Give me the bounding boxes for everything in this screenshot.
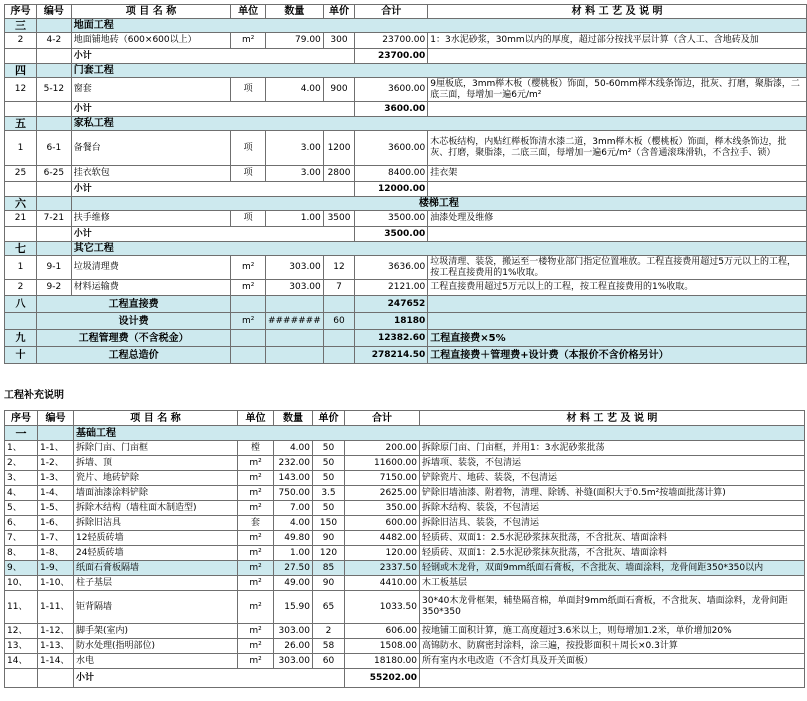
item-unit: m² [238,624,274,639]
item-code: 1-8、 [38,546,74,561]
item-number: 1、 [5,441,38,456]
empty-cell [38,426,74,441]
item-total: 120.00 [345,546,420,561]
subtotal-label: 小计 [71,227,355,242]
empty-cell [5,49,37,64]
table-row [5,441,805,456]
item-total: 8400.00 [355,166,428,182]
item-code: 1-12、 [38,624,74,639]
summary-amount: 12382.60 [355,330,428,347]
header-code: 编号 [38,411,74,426]
header-row [5,5,807,19]
item-total: 2337.50 [345,561,420,576]
empty-cell [428,182,807,197]
subtotal-row [5,102,807,117]
item-unit: m² [238,501,274,516]
section-title: 地面工程 [71,19,806,33]
item-name: 纸面石膏板隔墙 [74,561,238,576]
table-row [5,639,805,654]
item-unit: m² [238,486,274,501]
item-price: 1200 [323,131,355,166]
item-unit: m² [238,561,274,576]
header-name: 项 目 名 称 [71,5,231,19]
item-price: 2800 [323,166,355,182]
item-quantity: 7.00 [274,501,313,516]
item-name: 挂衣软包 [71,166,231,182]
item-name: 拆除木结构（墙柱面木制造型) [74,501,238,516]
item-code: 6-1 [37,131,72,166]
table-row [5,546,805,561]
item-code: 9-1 [37,256,72,280]
item-price: 3.5 [313,486,345,501]
item-total: 4482.00 [345,531,420,546]
item-price: 50 [313,501,345,516]
header-total: 合计 [355,5,428,19]
item-description: 拆除木结构、装袋，不包清运 [420,501,805,516]
item-quantity: 49.00 [274,576,313,591]
header-name: 项 目 名 称 [74,411,238,426]
item-price: 50 [313,441,345,456]
item-quantity: 303.00 [265,280,323,296]
table-row [5,531,805,546]
item-unit: m² [231,280,266,296]
empty-cell [37,117,72,131]
item-code: 5-12 [37,78,72,102]
item-description: 高锦防水、防腐密封涂料，涂三遍，按投影面积＋周长×0.3计算 [420,639,805,654]
section-number: 三 [5,19,37,33]
summary-price [323,330,355,347]
summary-label: 设计费 [37,313,231,330]
quote-table-1 [4,4,807,364]
section-row [5,426,805,441]
item-unit: m² [238,591,274,624]
summary-unit [231,347,266,364]
item-unit: m² [238,546,274,561]
empty-cell [420,669,805,688]
item-price: 65 [313,591,345,624]
item-quantity: 4.00 [274,516,313,531]
subtotal-amount: 3600.00 [355,102,428,117]
summary-amount: 247652 [355,296,428,313]
summary-row [5,347,807,364]
item-price: 60 [313,654,345,669]
item-quantity: 4.00 [274,441,313,456]
header-desc: 材 料 工 艺 及 说 明 [420,411,805,426]
item-total: 23700.00 [355,33,428,49]
item-name: 钜背隔墙 [74,591,238,624]
item-price: 58 [313,639,345,654]
item-price: 90 [313,531,345,546]
item-description: 拆墙项、装袋，不包清运 [420,456,805,471]
empty-cell [5,182,37,197]
item-number: 8、 [5,546,38,561]
item-name: 瓷片、地砖铲除 [74,471,238,486]
table-row [5,624,805,639]
header-no: 序号 [5,5,37,19]
table-row [5,576,805,591]
item-quantity: 1.00 [265,211,323,227]
table-row [5,654,805,669]
empty-cell [37,182,72,197]
empty-cell [37,102,72,117]
empty-cell [428,49,807,64]
subtotal-amount: 23700.00 [355,49,428,64]
section-number: 四 [5,64,37,78]
item-description: 木芯板结构，内贴红榉板饰清水漆二道，3mm榉木板（樱桃板）饰面，榉木线条饰边，批灰、打磨，聚脂漆，二底三面，每增加一遍6元/m²（含普通滚珠滑轨，不含拉手、锁） [428,131,807,166]
summary-amount: 18180 [355,313,428,330]
summary-unit: m² [231,313,266,330]
item-code: 1-5、 [38,501,74,516]
subtotal-label: 小计 [74,669,345,688]
item-unit: m² [238,456,274,471]
item-number: 21 [5,211,37,227]
section-title: 楼梯工程 [71,197,806,211]
header-price: 单价 [323,5,355,19]
item-total: 3636.00 [355,256,428,280]
item-code: 1-1、 [38,441,74,456]
summary-label: 工程总造价 [37,347,231,364]
item-unit: 樘 [238,441,274,456]
table-row [5,456,805,471]
item-quantity: 3.00 [265,166,323,182]
item-price: 150 [313,516,345,531]
header-row [5,411,805,426]
item-unit: m² [238,654,274,669]
summary-label: 工程管理费（不含税金） [37,330,231,347]
empty-cell [428,102,807,117]
subtotal-label: 小计 [71,102,355,117]
item-name: 24轻质砖墙 [74,546,238,561]
item-unit: 套 [238,516,274,531]
header-total: 合计 [345,411,420,426]
item-description: 9厘板底，3mm榉木板（樱桃板）饰面，50-60mm榉木线条饰边，批灰、打磨，聚脂漆，二底三面，每增加一遍6元/m² [428,78,807,102]
empty-cell [5,227,37,242]
table-row [5,33,807,49]
summary-number: 十 [5,347,37,364]
item-description: 油漆处理及维修 [428,211,807,227]
item-total: 7150.00 [345,471,420,486]
item-description: 轻质砖、双面1：2.5水泥砂浆抹灰批荡，不含批灰、墙面涂料 [420,531,805,546]
empty-cell [5,102,37,117]
item-description: 铲除瓷片、地砖、装袋，不包清运 [420,471,805,486]
item-number: 1 [5,131,37,166]
table-row [5,561,805,576]
item-description: 所有室内水电改造（不含灯具及开关面板） [420,654,805,669]
item-number: 10、 [5,576,38,591]
item-code: 6-25 [37,166,72,182]
section-title: 其它工程 [71,242,806,256]
item-number: 1 [5,256,37,280]
item-name: 材料运输费 [71,280,231,296]
section-number: 五 [5,117,37,131]
section-title: 家私工程 [71,117,806,131]
empty-cell [37,227,72,242]
item-name: 12轻质砖墙 [74,531,238,546]
item-price: 7 [323,280,355,296]
empty-cell [428,227,807,242]
item-name: 窗套 [71,78,231,102]
item-description: 30*40木龙骨框架，辅垫隔音棉，单面封9mm纸面石膏板，不含批灰、墙面涂料，龙骨间距350*350 [420,591,805,624]
item-name: 备餐台 [71,131,231,166]
item-unit: m² [231,256,266,280]
item-code: 1-14、 [38,654,74,669]
table-row [5,486,805,501]
item-code: 1-2、 [38,456,74,471]
subtotal-row [5,227,807,242]
item-unit: m² [238,576,274,591]
item-unit: 项 [231,211,266,227]
item-description: 轻钢或木龙骨，双面9mm纸面石膏板，不含批灰、墙面涂料，龙骨间距350*350以内 [420,561,805,576]
section-title: 门套工程 [71,64,806,78]
item-name: 扶手维修 [71,211,231,227]
item-unit: m² [238,639,274,654]
item-total: 350.00 [345,501,420,516]
item-number: 7、 [5,531,38,546]
item-number: 13、 [5,639,38,654]
item-description: 拆除旧洁具、装袋，不包清运 [420,516,805,531]
item-price: 50 [313,471,345,486]
item-unit: m² [231,33,266,49]
header-unit: 单位 [238,411,274,426]
item-price: 85 [313,561,345,576]
table-row [5,211,807,227]
item-total: 3600.00 [355,131,428,166]
subtotal-amount: 3500.00 [355,227,428,242]
quote-table-2 [4,410,805,688]
item-number: 14、 [5,654,38,669]
header-qty: 数量 [274,411,313,426]
item-number: 2、 [5,456,38,471]
table-row [5,280,807,296]
empty-cell [37,197,72,211]
item-quantity: 49.80 [274,531,313,546]
item-quantity: 232.00 [274,456,313,471]
item-code: 4-2 [37,33,72,49]
item-number: 12、 [5,624,38,639]
item-code: 1-9、 [38,561,74,576]
summary-description [428,296,807,313]
item-code: 9-2 [37,280,72,296]
summary-price [323,296,355,313]
item-name: 拆墙、顶 [74,456,238,471]
section-number: 一 [5,426,38,441]
section-number: 六 [5,197,37,211]
item-total: 1033.50 [345,591,420,624]
item-unit: 项 [231,131,266,166]
item-code: 1-10、 [38,576,74,591]
item-number: 6、 [5,516,38,531]
item-price: 50 [313,456,345,471]
item-number: 11、 [5,591,38,624]
summary-row [5,313,807,330]
item-number: 4、 [5,486,38,501]
subtotal-row [5,669,805,688]
section-row [5,117,807,131]
subtotal-row [5,182,807,197]
item-description: 1：3水泥砂浆，30mm以内的厚度，超过部分按找平层计算（含人工、含地砖及加 [428,33,807,49]
item-name: 脚手架(室内) [74,624,238,639]
item-price: 900 [323,78,355,102]
item-total: 4410.00 [345,576,420,591]
item-code: 1-3、 [38,471,74,486]
item-name: 墙面油漆涂料铲除 [74,486,238,501]
summary-price [323,347,355,364]
item-price: 3500 [323,211,355,227]
item-name: 防水处理(指明部位) [74,639,238,654]
summary-description: 工程直接费＋管理费+设计费（本报价不含价格另计） [428,347,807,364]
item-description: 木工板基层 [420,576,805,591]
item-price: 90 [313,576,345,591]
item-code: 1-6、 [38,516,74,531]
item-code: 1-4、 [38,486,74,501]
empty-cell [38,669,74,688]
item-description: 挂衣架 [428,166,807,182]
summary-row [5,330,807,347]
item-name: 拆除门亩、门亩框 [74,441,238,456]
item-total: 11600.00 [345,456,420,471]
item-description: 轻质砖、双面1：2.5水泥砂浆抹灰批荡，不含批灰、墙面涂料 [420,546,805,561]
item-number: 5、 [5,501,38,516]
table-row [5,501,805,516]
header-qty: 数量 [265,5,323,19]
subtotal-label: 小计 [71,49,355,64]
table-row [5,166,807,182]
summary-quantity [265,347,323,364]
header-desc: 材 料 工 艺 及 说 明 [428,5,807,19]
item-number: 9、 [5,561,38,576]
item-quantity: 15.90 [274,591,313,624]
item-unit: m² [238,531,274,546]
item-price: 12 [323,256,355,280]
item-quantity: 27.50 [274,561,313,576]
item-name: 柱子基层 [74,576,238,591]
item-quantity: 1.00 [274,546,313,561]
summary-number [5,313,37,330]
section-row [5,242,807,256]
item-price: 2 [313,624,345,639]
header-code: 编号 [37,5,72,19]
item-quantity: 303.00 [274,624,313,639]
item-code: 1-11、 [38,591,74,624]
item-description: 按地铺工面积计算，施工高度超过3.6米以上，则每增加1.2米，单价增加20% [420,624,805,639]
item-total: 600.00 [345,516,420,531]
item-total: 3600.00 [355,78,428,102]
empty-cell [5,669,38,688]
item-price: 300 [323,33,355,49]
summary-row [5,296,807,313]
summary-description: 工程直接费×5% [428,330,807,347]
item-unit: 项 [231,166,266,182]
summary-number: 八 [5,296,37,313]
item-total: 2625.00 [345,486,420,501]
item-description: 铲除旧墙油漆、附着物，清理、除锈、补缝(面积大于0.5m²按墙面批荡计算) [420,486,805,501]
summary-unit [231,296,266,313]
item-quantity: 303.00 [274,654,313,669]
item-number: 2 [5,33,37,49]
supplement-label: 工程补充说明 [4,390,64,401]
item-name: 地面铺地砖（600×600以上） [71,33,231,49]
item-unit: 项 [231,78,266,102]
empty-cell [37,242,72,256]
empty-cell [37,19,72,33]
item-code: 1-7、 [38,531,74,546]
item-quantity: 3.00 [265,131,323,166]
item-unit: m² [238,471,274,486]
summary-label: 工程直接费 [37,296,231,313]
item-total: 18180.00 [345,654,420,669]
subtotal-amount: 12000.00 [355,182,428,197]
table-row [5,256,807,280]
table-row [5,591,805,624]
item-description: 工程直接费用超过5万元以上的工程，按工程直接费用的1%收取。 [428,280,807,296]
item-number: 2 [5,280,37,296]
subtotal-amount: 55202.00 [345,669,420,688]
section-number: 七 [5,242,37,256]
section-row [5,64,807,78]
item-total: 3500.00 [355,211,428,227]
item-total: 200.00 [345,441,420,456]
subtotal-label: 小计 [71,182,355,197]
header-unit: 单位 [231,5,266,19]
summary-quantity [265,296,323,313]
item-description: 垃圾清理、装袋，搬运至一楼物业部门指定位置堆放。工程直接费用超过5万元以上的工程，按工程直接费用的1%收取。 [428,256,807,280]
item-quantity: 303.00 [265,256,323,280]
section-row [5,197,807,211]
item-quantity: 4.00 [265,78,323,102]
item-total: 606.00 [345,624,420,639]
item-quantity: 143.00 [274,471,313,486]
item-number: 25 [5,166,37,182]
table-row [5,78,807,102]
header-price: 单价 [313,411,345,426]
summary-quantity [265,330,323,347]
item-number: 12 [5,78,37,102]
summary-amount: 278214.50 [355,347,428,364]
item-quantity: 26.00 [274,639,313,654]
item-code: 1-13、 [38,639,74,654]
item-quantity: 750.00 [274,486,313,501]
item-price: 120 [313,546,345,561]
header-no: 序号 [5,411,38,426]
subtotal-row [5,49,807,64]
item-quantity: 79.00 [265,33,323,49]
section-row [5,19,807,33]
empty-cell [37,49,72,64]
table-row [5,516,805,531]
item-name: 水电 [74,654,238,669]
summary-price: 60 [323,313,355,330]
empty-cell [37,64,72,78]
item-total: 2121.00 [355,280,428,296]
summary-description [428,313,807,330]
item-number: 3、 [5,471,38,486]
section-title: 基础工程 [74,426,805,441]
table-row [5,131,807,166]
item-total: 1508.00 [345,639,420,654]
item-code: 7-21 [37,211,72,227]
summary-quantity: ####### [265,313,323,330]
summary-unit [231,330,266,347]
item-name: 拆除旧洁具 [74,516,238,531]
item-description: 拆除原门亩、门亩框，并用1：3水泥砂浆批荡 [420,441,805,456]
item-name: 垃圾清理费 [71,256,231,280]
summary-number: 九 [5,330,37,347]
table-row [5,471,805,486]
